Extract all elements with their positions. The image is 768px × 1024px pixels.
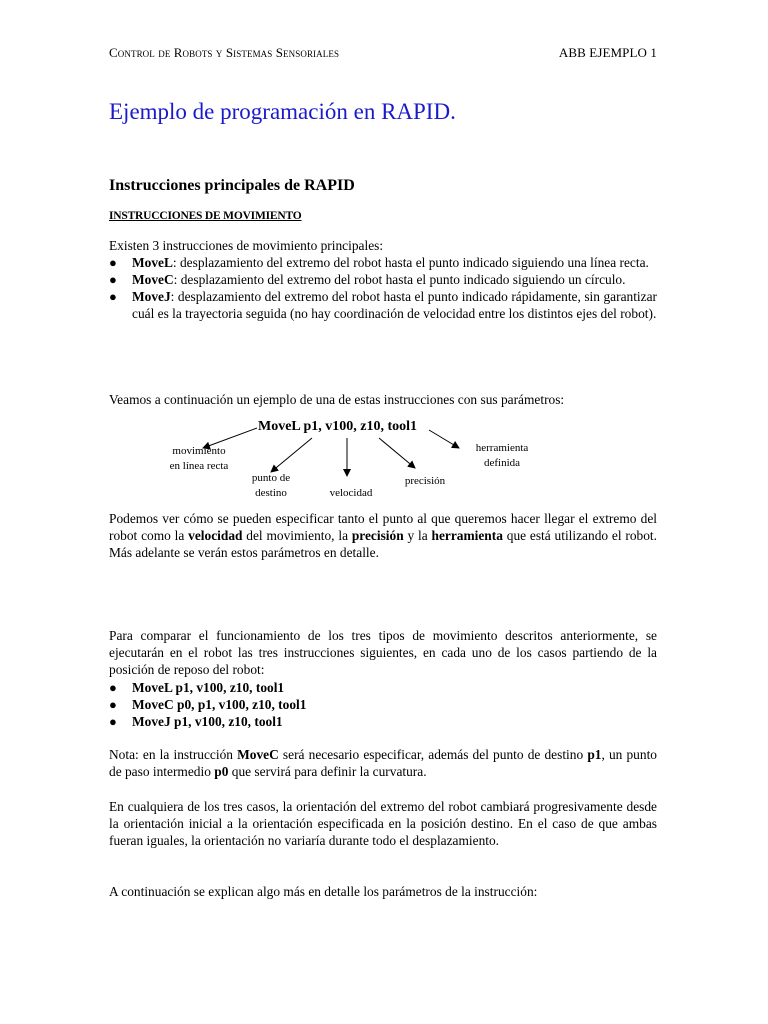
paragraph-parameters [109,510,657,561]
note-bold-p0: p0 [214,764,229,779]
list-item [109,254,657,271]
diagram-command: MoveL p1, v100, z10, tool1 [258,419,418,434]
para1-bold-herramienta: herramienta [431,528,503,543]
note-text-2: será necesario especificar, además del punto de destino [278,747,588,762]
header-course-title: Control de Robots y Sistemas Sensoriales [109,45,340,60]
para1-bold-precision: precisión [351,528,404,543]
label-target-line1: punto de [251,472,291,484]
intro-text: Existen 3 instrucciones de movimiento principales: [109,238,384,253]
label-tool [465,441,539,471]
instruction-desc: : desplazamiento del extremo del robot hasta el punto indicado siguiendo una línea recta. [172,255,649,270]
bullet-icon: ● [109,714,117,729]
note-bold-p1: p1 [587,747,602,762]
label-movement-line1: movimiento [172,445,226,457]
para1-text-3: y la [403,528,432,543]
code-line: MoveJ p1, v100, z10, tool1 [132,714,283,729]
label-movement [161,444,237,474]
instruction-name: MoveL [132,255,173,270]
subsection-title: INSTRUCCIONES DE MOVIMIENTO [109,210,302,222]
arrow-precision [379,438,415,468]
instruction-name: MoveJ [132,289,171,304]
label-tool-line1: herramienta [475,442,529,454]
parameter-diagram [147,414,567,509]
bullet-icon: ● [109,255,117,270]
para1-text-1: Podemos ver cómo se pueden especificar tanto el punto al que queremos hacer llegar el extremo del robot como la [109,511,657,543]
page-title: Ejemplo de programación en RAPID. [109,99,456,124]
bullet-icon: ● [109,272,117,287]
label-tool-line2: definida [483,457,521,469]
code-list [109,679,657,730]
label-target [241,471,301,501]
instructions-block [109,237,657,322]
note-text-1: Nota: en la instrucción [109,747,238,762]
instruction-desc: : desplazamiento del extremo del robot hasta el punto indicado siguiendo un círculo. [173,272,626,287]
list-item [109,271,657,288]
instruction-list [109,254,657,322]
bullet-icon: ● [109,697,117,712]
label-target-line2: destino [255,487,287,499]
paragraph-note [109,746,657,780]
code-line: MoveC p0, p1, v100, z10, tool1 [132,697,307,712]
list-item [109,679,657,696]
label-precision: precisión [404,475,446,487]
para1-bold-velocidad: velocidad [188,528,243,543]
code-line: MoveL p1, v100, z10, tool1 [132,680,285,695]
page-header [109,44,657,62]
instruction-name: MoveC [132,272,174,287]
header-doc-label: ABB EJEMPLO 1 [558,45,657,60]
para1-text-2: del movimiento, la [242,528,352,543]
arrow-tool [429,430,459,448]
example-intro: Veamos a continuación un ejemplo de una de estas instrucciones con sus parámetros: [109,392,565,407]
arrow-target [271,438,312,472]
note-text-3: , un punto de paso intermedio [109,747,657,779]
list-item [109,713,657,730]
label-speed: velocidad [329,487,373,499]
note-bold-movec: MoveC [237,747,279,762]
instruction-desc: : desplazamiento del extremo del robot hasta el punto indicado rápidamente, sin garantizar cuál es la trayectoria seguida (no hay coordinación de velocidad entre los distintos ejes del robot). [132,289,657,321]
list-item [109,696,657,713]
paragraph-closing: A continuación se explican algo más en detalle los parámetros de la instrucción: [109,884,538,899]
label-movement-line2: en línea recta [169,460,229,472]
note-text-4: que servirá para definir la curvatura. [228,764,427,779]
paragraph-compare: Para comparar el funcionamiento de los tres tipos de movimiento descritos anteriormente, se ejecutarán en el robot las tres instrucciones siguientes, en cada uno de los casos partiendo de la posición de reposo del robot: [109,628,657,677]
para1-text-4: que está utilizando el robot. Más adelante se verán estos parámetros en detalle. [109,528,658,560]
list-item [109,288,657,322]
section-title: Instrucciones principales de RAPID [109,177,355,194]
bullet-icon: ● [109,289,117,304]
bullet-icon: ● [109,680,117,695]
paragraph-orientation: En cualquiera de los tres casos, la orientación del extremo del robot cambiará progresivamente desde la orientación inicial a la orientación especificada en la posición destino. En el caso de que ambas fueran iguales, la orientación no variaría durante todo el desplazamiento. [109,799,657,848]
